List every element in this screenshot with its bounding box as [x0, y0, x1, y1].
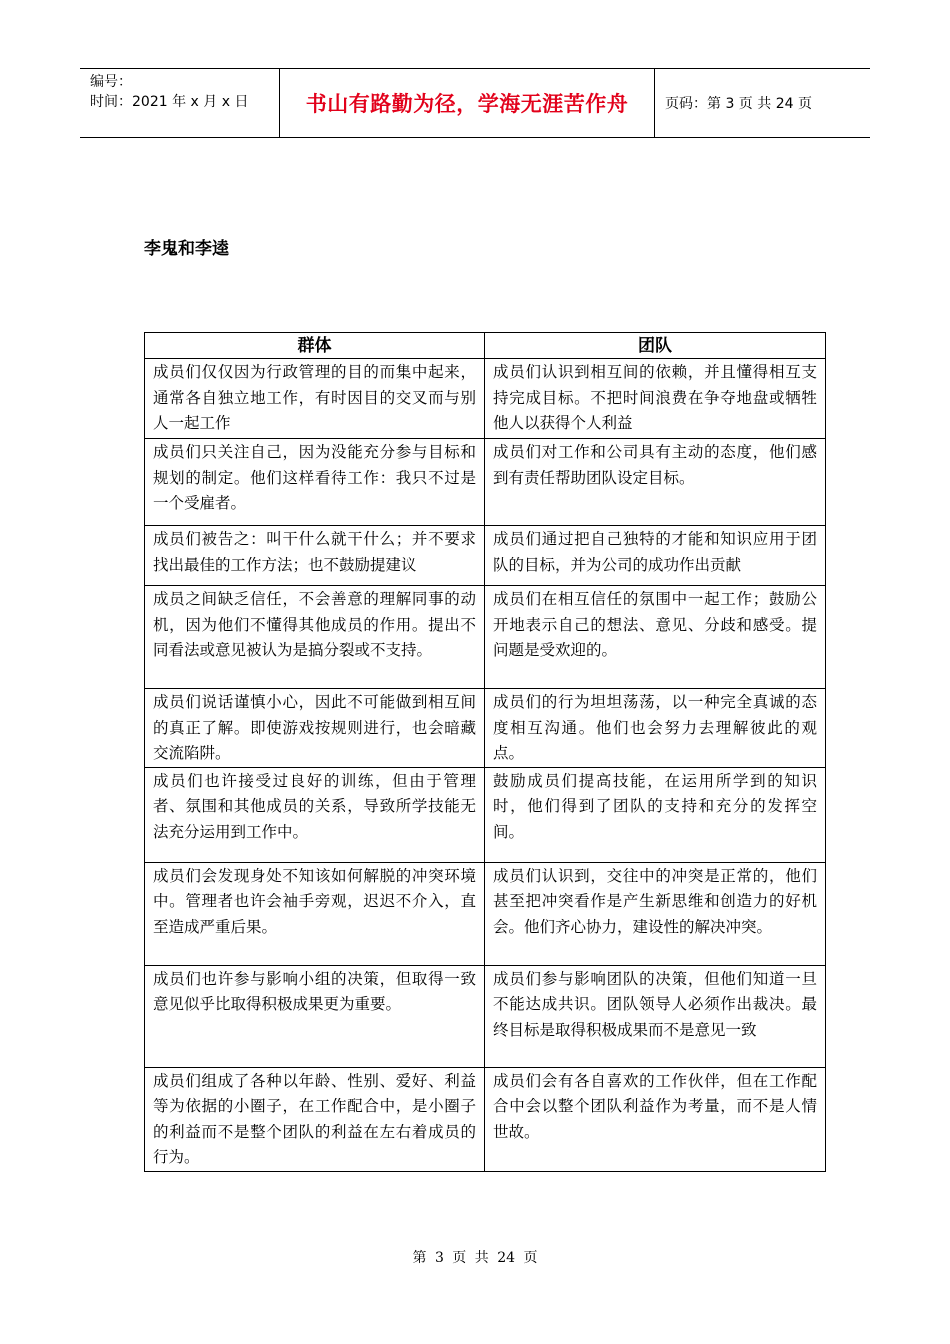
- header-page-info: 页码：第 3 页 共 24 页: [665, 96, 812, 112]
- group-cell: 成员之间缺乏信任，不会善意的理解同事的动机，因为他们不懂得其他成员的作用。提出不同看法或意见被认为是搞分裂或不支持。: [145, 586, 485, 689]
- page-header: [80, 68, 870, 138]
- table-header-row: [145, 333, 826, 359]
- team-cell: 成员们认识到相互间的依赖，并且懂得相互支持完成目标。不把时间浪费在争夺地盘或牺牲他人以获得个人利益: [485, 359, 826, 439]
- table-row: [145, 767, 826, 862]
- team-cell: 成员们参与影响团队的决策，但他们知道一旦不能达成共识。团队领导人必须作出裁决。最终目标是取得积极成果而不是意见一致: [485, 965, 826, 1067]
- group-cell: 成员们只关注自己，因为没能充分参与目标和规划的制定。他们这样看待工作：我只不过是一个受雇者。: [145, 439, 485, 526]
- table-row: [145, 359, 826, 439]
- group-cell: 成员们也许接受过良好的训练，但由于管理者、氛围和其他成员的关系，导致所学技能无法充分运用到工作中。: [145, 767, 485, 862]
- table-row: [145, 1067, 826, 1171]
- team-cell: 成员们的行为坦坦荡荡，以一种完全真诚的态度相互沟通。他们也会努力去理解彼此的观点。: [485, 689, 826, 768]
- table-row: [145, 526, 826, 586]
- group-cell: 成员们说话谨慎小心，因此不可能做到相互间的真正了解。即使游戏按规则进行，也会暗藏交流陷阱。: [145, 689, 485, 768]
- page-footer: 第 3 页 共 24 页: [412, 1250, 538, 1266]
- table-row: [145, 586, 826, 689]
- table-row: [145, 965, 826, 1067]
- group-cell: 成员们被告之：叫干什么就干什么；并不要求找出最佳的工作方法；也不鼓励提建议: [145, 526, 485, 586]
- group-cell: 成员们会发现身处不知该如何解脱的冲突环境中。管理者也许会袖手旁观，迟迟不介入，直至造成严重后果。: [145, 862, 485, 965]
- group-cell: 成员们组成了各种以年龄、性别、爱好、利益等为依据的小圈子，在工作配合中，是小圈子的利益而不是整个团队的利益在左右着成员的行为。: [145, 1067, 485, 1171]
- header-team: 团队: [485, 333, 826, 359]
- document-number-label: 编号：: [90, 74, 132, 90]
- team-cell: 成员们认识到，交往中的冲突是正常的，他们甚至把冲突看作是产生新思维和创造力的好机会。他们齐心协力，建设性的解决冲突。: [485, 862, 826, 965]
- team-cell: 鼓励成员们提高技能，在运用所学到的知识时，他们得到了团队的支持和充分的发挥空间。: [485, 767, 826, 862]
- team-cell: 成员们对工作和公司具有主动的态度，他们感到有责任帮助团队设定目标。: [485, 439, 826, 526]
- header-motto: 书山有路勤为径，学海无涯苦作舟: [280, 69, 655, 137]
- group-cell: 成员们也许参与影响小组的决策，但取得一致意见似乎比取得积极成果更为重要。: [145, 965, 485, 1067]
- document-title: 李鬼和李逵: [144, 239, 229, 259]
- document-date: 时间：2021 年 x 月 x 日: [90, 94, 249, 110]
- table-row: [145, 862, 826, 965]
- group-cell: 成员们仅仅因为行政管理的目的而集中起来，通常各自独立地工作，有时因目的交叉而与别人一起工作: [145, 359, 485, 439]
- team-cell: 成员们通过把自己独特的才能和知识应用于团队的目标，并为公司的成功作出贡献: [485, 526, 826, 586]
- team-cell: 成员们在相互信任的氛围中一起工作；鼓励公开地表示自己的想法、意见、分歧和感受。提问题是受欢迎的。: [485, 586, 826, 689]
- table-row: [145, 689, 826, 768]
- table-row: [145, 439, 826, 526]
- header-meta: [80, 69, 280, 137]
- header-group: 群体: [145, 333, 485, 359]
- team-cell: 成员们会有各自喜欢的工作伙伴，但在工作配合中会以整个团队利益作为考量，而不是人情世故。: [485, 1067, 826, 1171]
- comparison-table: [144, 332, 826, 1172]
